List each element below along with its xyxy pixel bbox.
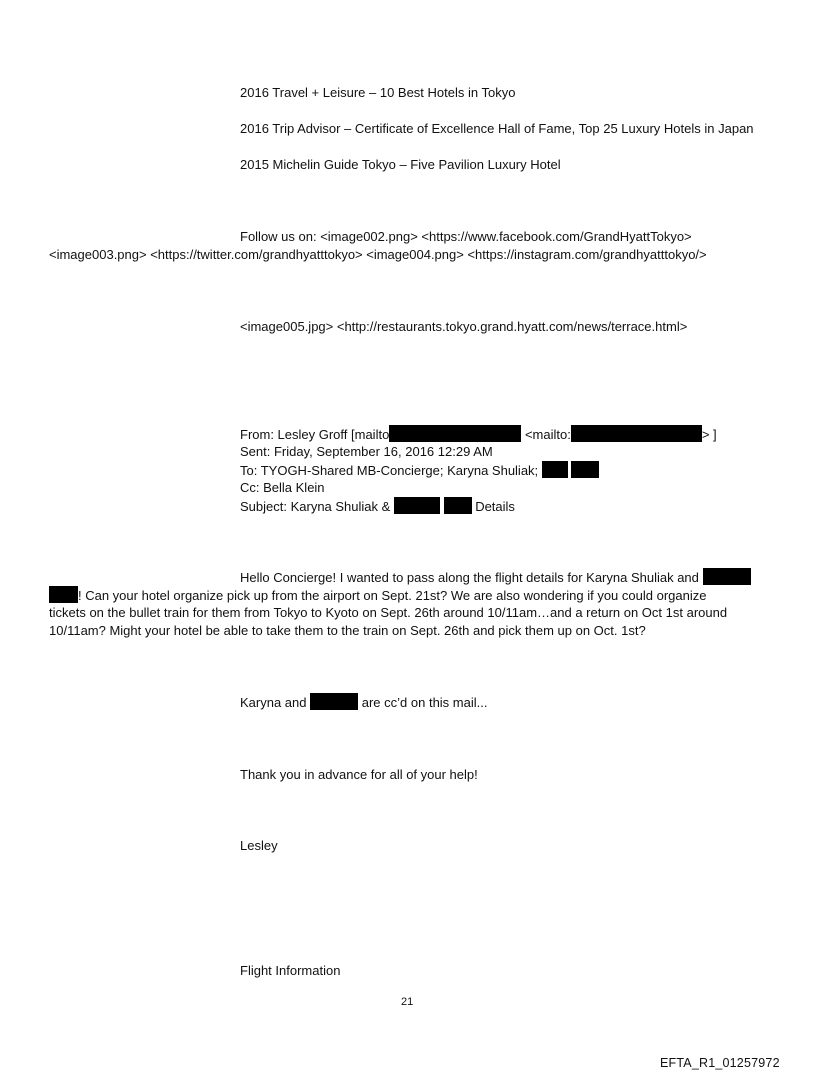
flight-information-heading: Flight Information: [240, 963, 341, 978]
follow-us-line-2: <image003.png> <https://twitter.com/grandhyatttokyo> <image004.png> <https://instagram.com/grandhyatttokyo/>: [49, 247, 707, 262]
redaction-block: [49, 586, 78, 603]
redaction-block: [444, 497, 472, 514]
redaction-block: [389, 425, 521, 442]
from-mailto: <mailto:: [524, 427, 571, 442]
to-line: [240, 461, 599, 480]
to-text: To: TYOGH-Shared MB-Concierge; Karyna Shuliak;: [240, 463, 539, 478]
award-line-3: 2015 Michelin Guide Tokyo – Five Pavilion Luxury Hotel: [240, 157, 561, 172]
sent-line: Sent: Friday, September 16, 2016 12:29 AM: [240, 444, 493, 459]
body-line-4: 10/11am? Might your hotel be able to take them to the train on Sept. 26th and pick them up on Oct. 1st?: [49, 623, 646, 638]
body-text: Hello Concierge! I wanted to pass along the flight details for Karyna Shuliak and: [240, 570, 699, 585]
follow-us-line-1: Follow us on: <image002.png> <https://www.facebook.com/GrandHyattTokyo>: [240, 229, 692, 244]
page-number: 21: [401, 996, 414, 1008]
redaction-block: [394, 497, 440, 514]
award-line-1: 2016 Travel + Leisure – 10 Best Hotels in Tokyo: [240, 85, 516, 100]
award-line-2: 2016 Trip Advisor – Certificate of Excellence Hall of Fame, Top 25 Luxury Hotels in Japan: [240, 121, 754, 136]
cc-line: Cc: Bella Klein: [240, 480, 325, 495]
cc-note-line: [240, 693, 487, 712]
body-text: ! Can your hotel organize pick up from the airport on Sept. 21st? We are also wondering if you could organize: [78, 588, 707, 603]
subject-suffix: Details: [475, 499, 515, 514]
from-suffix: > ]: [701, 427, 717, 442]
subject-prefix: Subject: Karyna Shuliak &: [240, 499, 391, 514]
thanks-line: Thank you in advance for all of your help!: [240, 767, 478, 782]
bates-number: EFTA_R1_01257972: [660, 1056, 780, 1070]
cc-note-suffix: are cc’d on this mail...: [361, 695, 488, 710]
from-prefix: From: Lesley Groff [mailto: [240, 427, 390, 442]
body-line-2: [49, 586, 706, 605]
redaction-block: [542, 461, 568, 478]
image-link-line: <image005.jpg> <http://restaurants.tokyo.grand.hyatt.com/news/terrace.html>: [240, 319, 688, 334]
cc-note-prefix: Karyna and: [240, 695, 307, 710]
redaction-block: [571, 425, 702, 442]
signature: Lesley: [240, 838, 278, 853]
redaction-block: [310, 693, 358, 710]
redaction-block: [571, 461, 599, 478]
redaction-block: [703, 568, 751, 585]
body-line-1: [240, 568, 751, 587]
from-line: [240, 425, 717, 444]
body-line-3: tickets on the bullet train for them from Tokyo to Kyoto on Sept. 26th around 10/11am…and a return on Oct 1st around: [49, 605, 728, 620]
subject-line: [240, 497, 515, 516]
